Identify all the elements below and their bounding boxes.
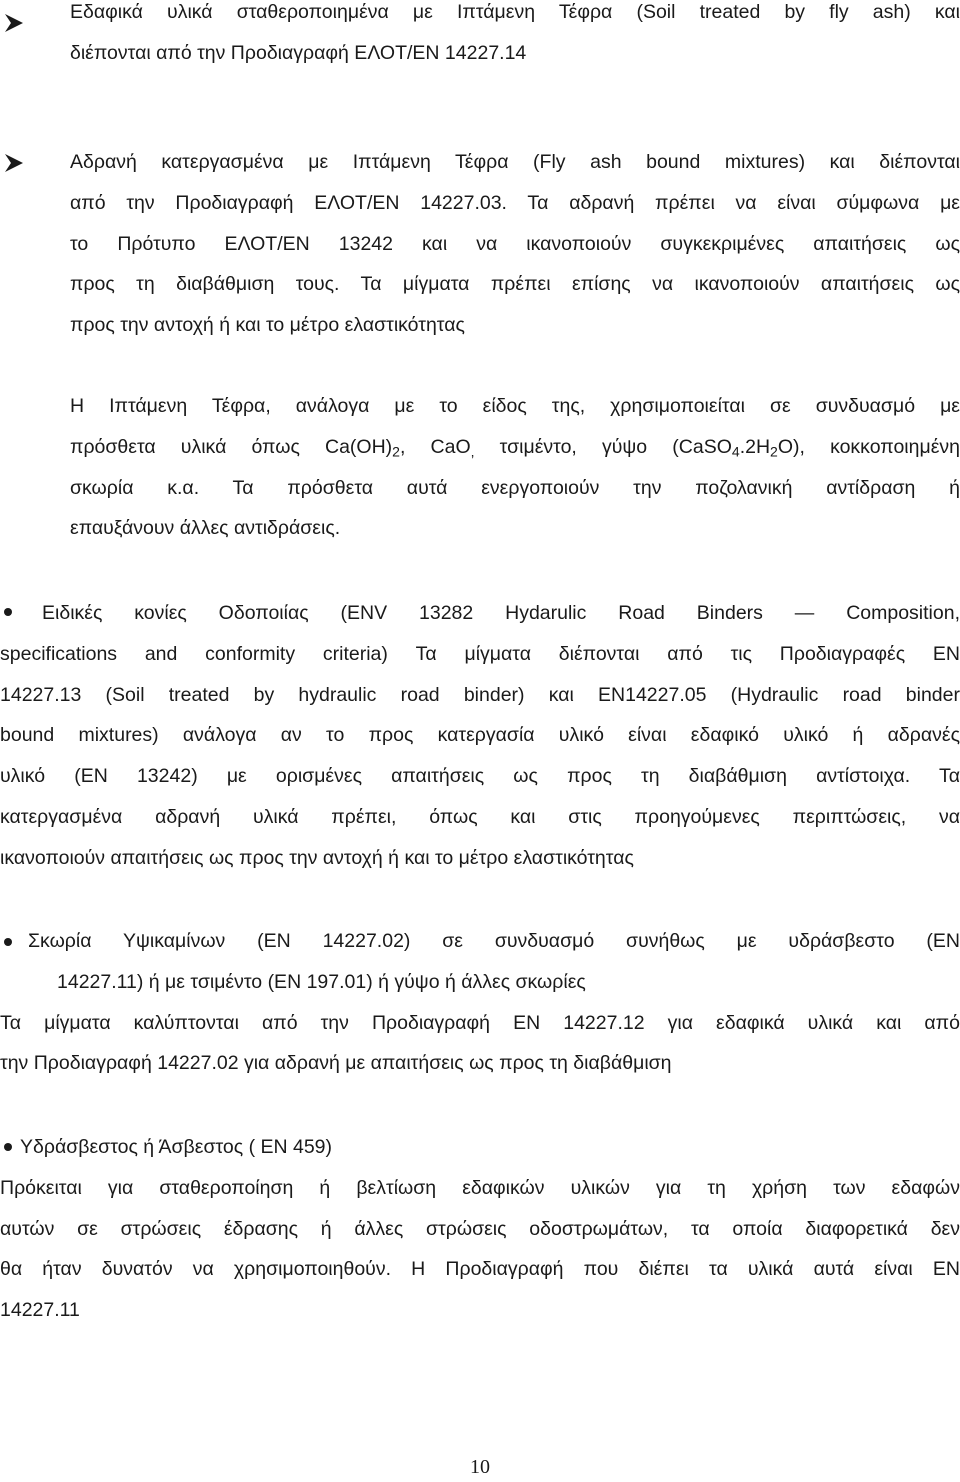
road-binders-paragraph <box>0 593 960 879</box>
lime-paragraph <box>0 1127 960 1331</box>
text-line: την Προδιαγραφή 14227.02 για αδρανή με απαιτήσεις ως προς τη διαβάθμιση <box>0 1052 672 1075</box>
text-line: υλικό (ΕΝ 13242) με ορισμένες απαιτήσεις ως προς τη διαβάθμιση αντίστοιχα. Τα <box>0 765 960 788</box>
text-line: specifications and conformity criteria) Τα μίγματα διέπονται από τις Προδιαγραφές ΕΝ <box>0 642 960 665</box>
text-line: προς την αντοχή ή και το μέτρο ελαστικότητας <box>70 314 465 337</box>
text-line: Σκωρία Υψικαμίνων (ΕΝ 14227.02) σε συνδυασμό συνήθως με υδράσβεστο (ΕΝ <box>28 930 960 952</box>
fly-ash-additives-paragraph <box>70 386 960 549</box>
text-line: Εδαφικά υλικά σταθεροποιημένα με Ιπτάμενη Τέφρα (Soil treated by fly ash) και <box>70 1 960 23</box>
text-line: Πρόκειται για σταθεροποίηση ή βελτίωση εδαφικών υλικών για τη χρήση των εδαφών <box>0 1176 960 1199</box>
text-line: bound mixtures) ανάλογα αν το προς κατεργασία υλικό είναι εδαφικό υλικό ή αδρανές <box>0 724 960 747</box>
slag-paragraph <box>0 921 960 1084</box>
lime-heading: Υδράσβεστος ή Άσβεστος ( ΕΝ 459) <box>20 1136 333 1158</box>
text-line: προς τη διαβάθμιση τους. Τα μίγματα πρέπει επίσης να ικανοποιούν απαιτήσεις ως <box>70 273 960 296</box>
text-line: επαυξάνουν άλλες αντιδράσεις. <box>70 517 341 540</box>
text-line: σκωρία κ.α. Τα πρόσθετα αυτά ενεργοποιούν την ποζολανική αντίδραση ή <box>70 476 960 499</box>
text-line: Ειδικές κονίες Οδοποιίας (ENV 13282 Hydarulic Road Binders — Composition, <box>42 602 960 624</box>
text-line: από την Προδιαγραφή ΕΛΟΤ/ΕΝ 14227.03. Τα αδρανή πρέπει να είναι σύμφωνα με <box>70 191 960 214</box>
text-line: Τα μίγματα καλύπτονται από την Προδιαγραφή ΕΝ 14227.12 για εδαφικά υλικά και από <box>0 1011 960 1034</box>
text-line: 14227.11 <box>0 1299 80 1322</box>
arrow-bullet-icon <box>3 12 25 34</box>
text-line: ικανοποιούν απαιτήσεις ως προς την αντοχή ή και το μέτρο ελαστικότητας <box>0 846 634 869</box>
text-line: 14227.11) ή με τσιμέντο (ΕΝ 197.01) ή γύψο ή άλλες σκωρίες <box>57 970 586 993</box>
chemical-formula-line: πρόσθετα υλικά όπως $Ca(OH)_2$, CaO$_,$ τσιμέντο, γύψο $(CaSO_4.2H_2O)$, κοκκοποιημένη <box>70 435 960 460</box>
text-line: Η Ιπτάμενη Τέφρα, ανάλογα με το είδος της, χρησιμοποιείται σε συνδυασμό με <box>70 395 960 417</box>
text-line: κατεργασμένα αδρανή υλικά πρέπει, όπως και στις προηγούμενες περιπτώσεις, να <box>0 805 960 828</box>
text-line: το Πρότυπο ΕΛΟΤ/ΕΝ 13242 και να ικανοποιούν συγκεκριμένες απαιτήσεις ως <box>70 232 960 255</box>
text-line: θα ήταν δυνατόν να χρησιμοποιηθούν. Η Προδιαγραφή που διέπει τα υλικά αυτά είναι ΕΝ <box>0 1258 960 1281</box>
text-line: 14227.13 (Soil treated by hydraulic road binder) και ΕΝ14227.05 (Hydraulic road binder <box>0 683 960 706</box>
text-line: διέπονται από την Προδιαγραφή ΕΛΟΤ/ΕΝ 14227.14 <box>70 41 527 64</box>
fly-ash-soil-paragraph <box>70 0 960 74</box>
arrow-bullet-icon <box>3 152 25 174</box>
text-line: αυτών σε στρώσεις έδρασης ή άλλες στρώσεις οδοστρωμάτων, τα οποία διαφορετικά δεν <box>0 1217 960 1240</box>
page-number: 10 <box>470 1456 490 1478</box>
fly-ash-aggregates-paragraph <box>70 142 960 346</box>
text-line: Αδρανή κατεργασμένα με Ιπτάμενη Τέφρα (Fly ash bound mixtures) και διέπονται <box>70 151 960 173</box>
